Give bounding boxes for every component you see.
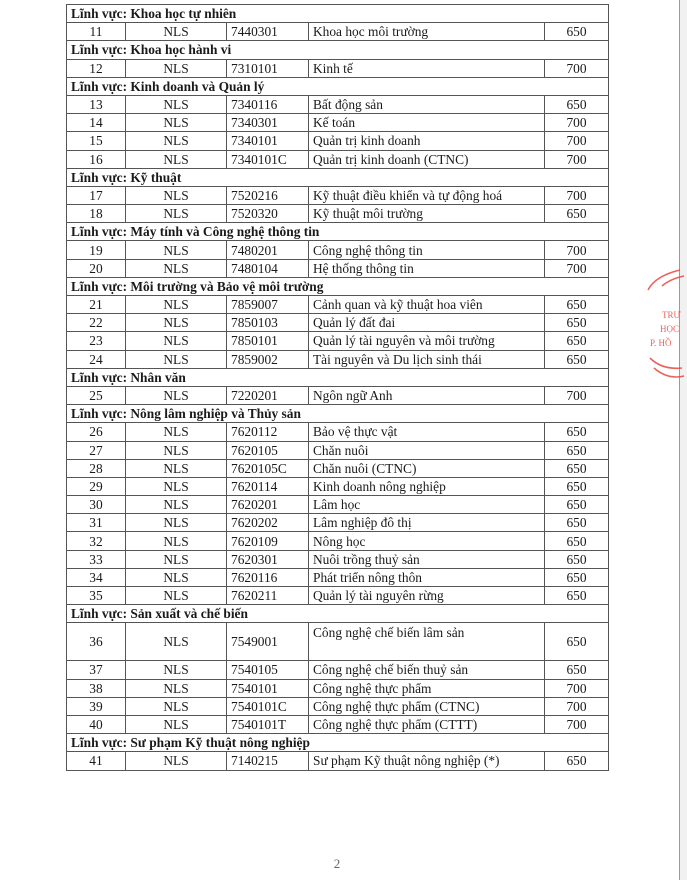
school-code-cell: NLS	[126, 386, 227, 404]
min-score-cell: 650	[545, 95, 609, 113]
min-score-cell: 700	[545, 114, 609, 132]
row-number-cell: 41	[67, 752, 126, 770]
table-row	[67, 459, 609, 477]
major-name-cell: Quản trị kinh doanh (CTNC)	[309, 150, 545, 168]
row-number-cell: 15	[67, 132, 126, 150]
table-row	[67, 259, 609, 277]
min-score-cell: 650	[545, 23, 609, 41]
table-row	[67, 661, 609, 679]
section-header-row	[67, 734, 609, 752]
min-score-cell: 650	[545, 350, 609, 368]
school-code-cell: NLS	[126, 661, 227, 679]
major-name-cell: Quản lý tài nguyên và môi trường	[309, 332, 545, 350]
major-code-cell: 7850101	[227, 332, 309, 350]
table-row	[67, 532, 609, 550]
major-name-cell: Công nghệ thực phẩm (CTNC)	[309, 697, 545, 715]
major-name-cell: Hệ thống thông tin	[309, 259, 545, 277]
table-row	[67, 186, 609, 204]
major-code-cell: 7620105C	[227, 459, 309, 477]
major-code-cell: 7220201	[227, 386, 309, 404]
school-code-cell: NLS	[126, 752, 227, 770]
major-code-cell: 7340101	[227, 132, 309, 150]
row-number-cell: 22	[67, 314, 126, 332]
school-code-cell: NLS	[126, 550, 227, 568]
table-row	[67, 386, 609, 404]
section-title: Lĩnh vực: Sư phạm Kỹ thuật nông nghiệp	[67, 734, 609, 752]
min-score-cell: 650	[545, 514, 609, 532]
table-row	[67, 95, 609, 113]
major-name-cell: Công nghệ thực phẩm (CTTT)	[309, 715, 545, 733]
major-code-cell: 7620112	[227, 423, 309, 441]
school-code-cell: NLS	[126, 59, 227, 77]
major-name-cell: Công nghệ thực phẩm	[309, 679, 545, 697]
min-score-cell: 650	[545, 568, 609, 586]
table-row	[67, 550, 609, 568]
row-number-cell: 36	[67, 623, 126, 661]
school-code-cell: NLS	[126, 350, 227, 368]
section-title: Lĩnh vực: Môi trường và Bảo vệ môi trường	[67, 277, 609, 295]
major-code-cell: 7140215	[227, 752, 309, 770]
major-name-cell: Tài nguyên và Du lịch sinh thái	[309, 350, 545, 368]
table-row	[67, 314, 609, 332]
major-name-cell: Kỹ thuật môi trường	[309, 205, 545, 223]
min-score-cell: 650	[545, 423, 609, 441]
major-code-cell: 7340301	[227, 114, 309, 132]
table-row	[67, 496, 609, 514]
row-number-cell: 17	[67, 186, 126, 204]
table-row	[67, 205, 609, 223]
school-code-cell: NLS	[126, 114, 227, 132]
major-name-cell: Công nghệ thông tin	[309, 241, 545, 259]
min-score-cell: 700	[545, 150, 609, 168]
major-code-cell: 7480201	[227, 241, 309, 259]
school-code-cell: NLS	[126, 314, 227, 332]
major-code-cell: 7620105	[227, 441, 309, 459]
table-row	[67, 332, 609, 350]
row-number-cell: 21	[67, 296, 126, 314]
major-name-cell: Khoa học môi trường	[309, 23, 545, 41]
table-row	[67, 697, 609, 715]
row-number-cell: 31	[67, 514, 126, 532]
school-code-cell: NLS	[126, 332, 227, 350]
row-number-cell: 25	[67, 386, 126, 404]
min-score-cell: 700	[545, 186, 609, 204]
major-code-cell: 7620301	[227, 550, 309, 568]
section-header-row	[67, 77, 609, 95]
major-name-cell: Sư phạm Kỹ thuật nông nghiệp (*)	[309, 752, 545, 770]
school-code-cell: NLS	[126, 205, 227, 223]
section-header-row	[67, 168, 609, 186]
school-code-cell: NLS	[126, 587, 227, 605]
school-code-cell: NLS	[126, 423, 227, 441]
school-code-cell: NLS	[126, 186, 227, 204]
admission-score-table	[66, 4, 609, 771]
major-name-cell: Nuôi trồng thuỷ sản	[309, 550, 545, 568]
min-score-cell: 700	[545, 715, 609, 733]
major-code-cell: 7310101	[227, 59, 309, 77]
row-number-cell: 18	[67, 205, 126, 223]
major-code-cell: 7850103	[227, 314, 309, 332]
table-row	[67, 514, 609, 532]
section-title: Lĩnh vực: Máy tính và Công nghệ thông tin	[67, 223, 609, 241]
table-row	[67, 350, 609, 368]
major-name-cell: Quản lý tài nguyên rừng	[309, 587, 545, 605]
major-code-cell: 7440301	[227, 23, 309, 41]
min-score-cell: 650	[545, 496, 609, 514]
row-number-cell: 33	[67, 550, 126, 568]
row-number-cell: 30	[67, 496, 126, 514]
row-number-cell: 23	[67, 332, 126, 350]
page-number: 2	[333, 856, 341, 871]
min-score-cell: 700	[545, 132, 609, 150]
school-code-cell: NLS	[126, 132, 227, 150]
school-code-cell: NLS	[126, 150, 227, 168]
table-row	[67, 441, 609, 459]
min-score-cell: 650	[545, 459, 609, 477]
table-row	[67, 59, 609, 77]
major-name-cell: Bảo vệ thực vật	[309, 423, 545, 441]
major-name-cell: Công nghệ chế biến lâm sản	[309, 623, 545, 661]
major-code-cell: 7620109	[227, 532, 309, 550]
school-code-cell: NLS	[126, 623, 227, 661]
min-score-cell: 700	[545, 259, 609, 277]
row-number-cell: 27	[67, 441, 126, 459]
min-score-cell: 650	[545, 550, 609, 568]
stamp-text-1: TRƯ	[662, 310, 681, 320]
min-score-cell: 650	[545, 296, 609, 314]
major-name-cell: Kỹ thuật điều khiển và tự động hoá	[309, 186, 545, 204]
school-code-cell: NLS	[126, 679, 227, 697]
major-code-cell: 7520320	[227, 205, 309, 223]
section-title: Lĩnh vực: Sản xuất và chế biến	[67, 605, 609, 623]
table-row	[67, 623, 609, 661]
min-score-cell: 700	[545, 241, 609, 259]
school-code-cell: NLS	[126, 697, 227, 715]
row-number-cell: 32	[67, 532, 126, 550]
major-name-cell: Lâm học	[309, 496, 545, 514]
table-row	[67, 679, 609, 697]
major-code-cell: 7540101T	[227, 715, 309, 733]
major-name-cell: Quản lý đất đai	[309, 314, 545, 332]
min-score-cell: 700	[545, 679, 609, 697]
section-title: Lĩnh vực: Nông lâm nghiệp và Thủy sản	[67, 405, 609, 423]
section-header-row	[67, 41, 609, 59]
school-code-cell: NLS	[126, 241, 227, 259]
min-score-cell: 650	[545, 477, 609, 495]
table-row	[67, 477, 609, 495]
section-header-row	[67, 368, 609, 386]
min-score-cell: 700	[545, 386, 609, 404]
table-body	[67, 5, 609, 771]
major-name-cell: Phát triển nông thôn	[309, 568, 545, 586]
major-code-cell: 7520216	[227, 186, 309, 204]
major-name-cell: Kinh tế	[309, 59, 545, 77]
section-header-row	[67, 605, 609, 623]
row-number-cell: 11	[67, 23, 126, 41]
major-name-cell: Nông học	[309, 532, 545, 550]
official-seal-stamp	[640, 262, 687, 392]
section-header-row	[67, 5, 609, 23]
section-header-row	[67, 223, 609, 241]
school-code-cell: NLS	[126, 496, 227, 514]
major-code-cell: 7540105	[227, 661, 309, 679]
major-code-cell: 7340116	[227, 95, 309, 113]
table-row	[67, 423, 609, 441]
major-code-cell: 7620201	[227, 496, 309, 514]
major-name-cell: Chăn nuôi	[309, 441, 545, 459]
row-number-cell: 35	[67, 587, 126, 605]
min-score-cell: 650	[545, 441, 609, 459]
major-code-cell: 7620116	[227, 568, 309, 586]
section-header-row	[67, 277, 609, 295]
school-code-cell: NLS	[126, 23, 227, 41]
school-code-cell: NLS	[126, 95, 227, 113]
row-number-cell: 29	[67, 477, 126, 495]
major-name-cell: Chăn nuôi (CTNC)	[309, 459, 545, 477]
section-header-row	[67, 405, 609, 423]
min-score-cell: 650	[545, 332, 609, 350]
table-row	[67, 568, 609, 586]
min-score-cell: 650	[545, 661, 609, 679]
scan-page-edge	[679, 0, 687, 880]
section-title: Lĩnh vực: Nhân văn	[67, 368, 609, 386]
min-score-cell: 700	[545, 697, 609, 715]
min-score-cell: 700	[545, 59, 609, 77]
row-number-cell: 40	[67, 715, 126, 733]
min-score-cell: 650	[545, 623, 609, 661]
school-code-cell: NLS	[126, 532, 227, 550]
stamp-text-3: P. HỒ	[650, 338, 672, 348]
row-number-cell: 38	[67, 679, 126, 697]
table-row	[67, 241, 609, 259]
min-score-cell: 650	[545, 314, 609, 332]
major-name-cell: Công nghệ chế biến thuỷ sản	[309, 661, 545, 679]
school-code-cell: NLS	[126, 259, 227, 277]
section-title: Lĩnh vực: Khoa học hành vi	[67, 41, 609, 59]
table-row	[67, 114, 609, 132]
table-row	[67, 752, 609, 770]
section-title: Lĩnh vực: Khoa học tự nhiên	[67, 5, 609, 23]
school-code-cell: NLS	[126, 514, 227, 532]
school-code-cell: NLS	[126, 568, 227, 586]
major-code-cell: 7340101C	[227, 150, 309, 168]
row-number-cell: 24	[67, 350, 126, 368]
stamp-text-2: HỌC	[660, 324, 680, 334]
table-row	[67, 587, 609, 605]
row-number-cell: 19	[67, 241, 126, 259]
major-name-cell: Bất động sản	[309, 95, 545, 113]
section-title: Lĩnh vực: Kỹ thuật	[67, 168, 609, 186]
row-number-cell: 28	[67, 459, 126, 477]
major-code-cell: 7540101C	[227, 697, 309, 715]
row-number-cell: 37	[67, 661, 126, 679]
row-number-cell: 14	[67, 114, 126, 132]
table-row	[67, 132, 609, 150]
school-code-cell: NLS	[126, 441, 227, 459]
table-row	[67, 715, 609, 733]
row-number-cell: 39	[67, 697, 126, 715]
school-code-cell: NLS	[126, 715, 227, 733]
row-number-cell: 20	[67, 259, 126, 277]
row-number-cell: 16	[67, 150, 126, 168]
major-name-cell: Quản trị kinh doanh	[309, 132, 545, 150]
school-code-cell: NLS	[126, 459, 227, 477]
major-name-cell: Kế toán	[309, 114, 545, 132]
table-row	[67, 150, 609, 168]
school-code-cell: NLS	[126, 477, 227, 495]
min-score-cell: 650	[545, 752, 609, 770]
major-code-cell: 7859007	[227, 296, 309, 314]
major-code-cell: 7859002	[227, 350, 309, 368]
min-score-cell: 650	[545, 587, 609, 605]
major-code-cell: 7540101	[227, 679, 309, 697]
row-number-cell: 26	[67, 423, 126, 441]
row-number-cell: 13	[67, 95, 126, 113]
major-name-cell: Lâm nghiệp đô thị	[309, 514, 545, 532]
major-name-cell: Ngôn ngữ Anh	[309, 386, 545, 404]
min-score-cell: 650	[545, 532, 609, 550]
major-name-cell: Cảnh quan và kỹ thuật hoa viên	[309, 296, 545, 314]
section-title: Lĩnh vực: Kinh doanh và Quản lý	[67, 77, 609, 95]
row-number-cell: 12	[67, 59, 126, 77]
major-code-cell: 7620211	[227, 587, 309, 605]
major-code-cell: 7620202	[227, 514, 309, 532]
major-code-cell: 7549001	[227, 623, 309, 661]
row-number-cell: 34	[67, 568, 126, 586]
table-row	[67, 296, 609, 314]
school-code-cell: NLS	[126, 296, 227, 314]
table-row	[67, 23, 609, 41]
major-code-cell: 7480104	[227, 259, 309, 277]
major-code-cell: 7620114	[227, 477, 309, 495]
major-name-cell: Kinh doanh nông nghiệp	[309, 477, 545, 495]
min-score-cell: 650	[545, 205, 609, 223]
